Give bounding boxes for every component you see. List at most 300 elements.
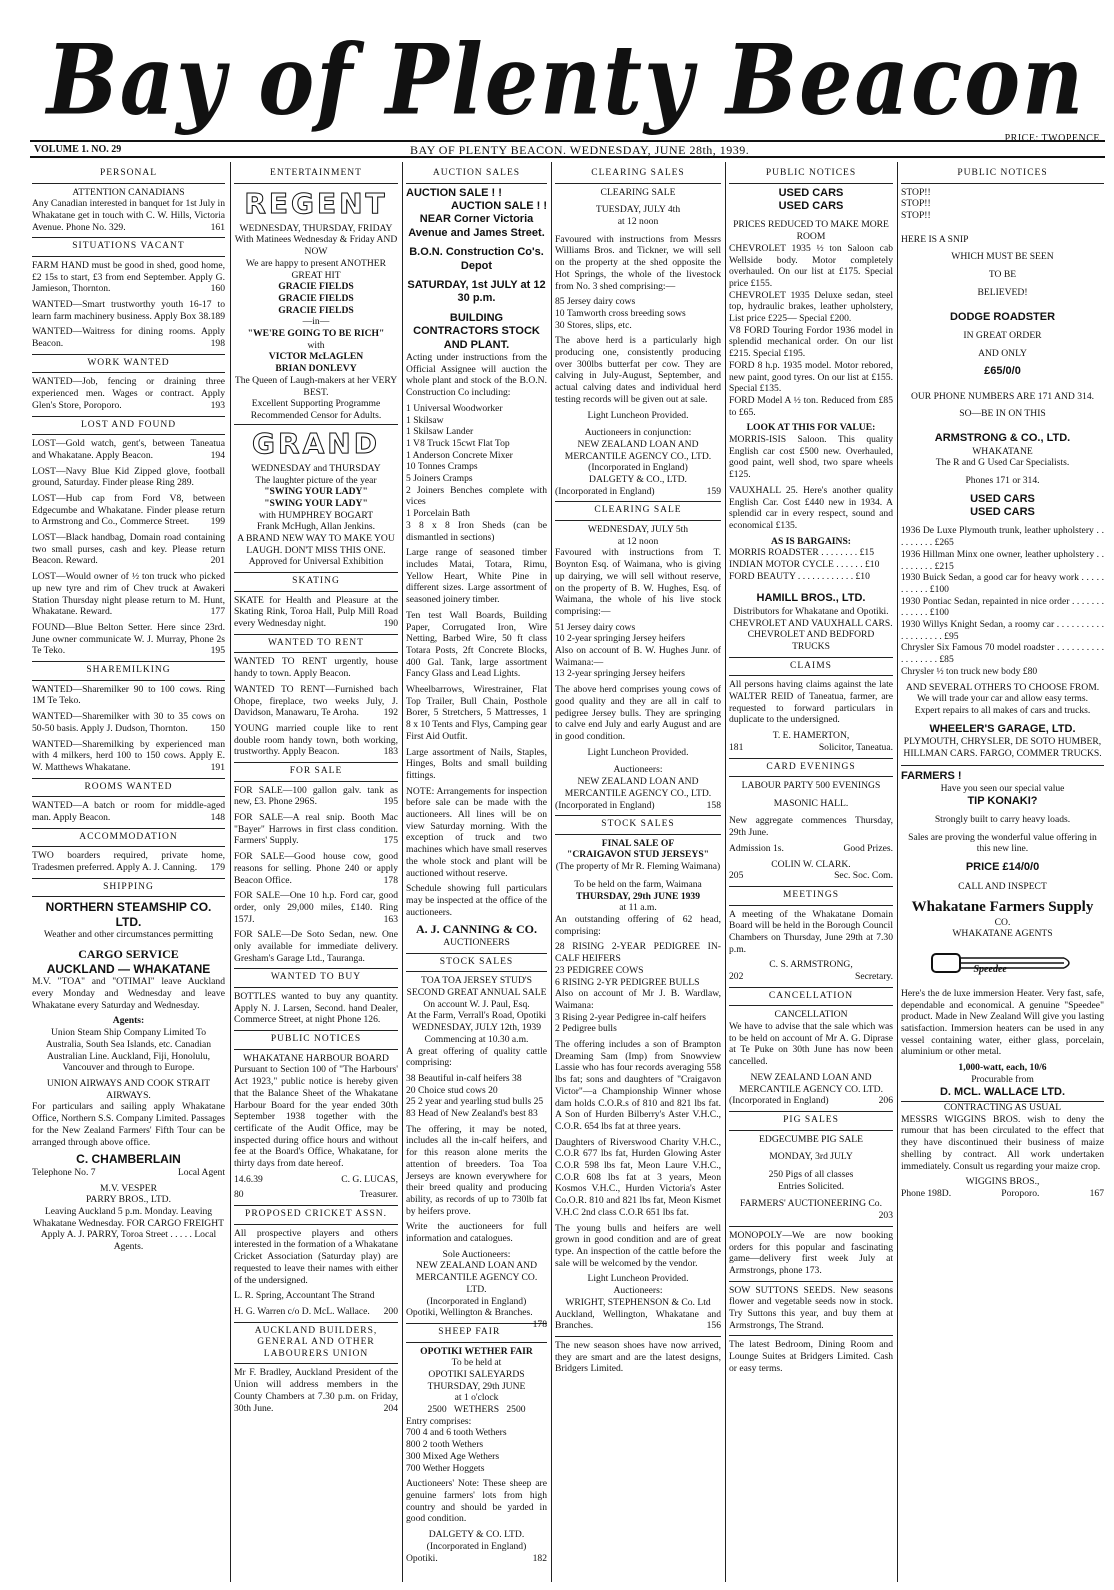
ad: For particulars and sailing apply Whakatane Office, Northern S.S. Company Limited. Passages for the New Zealand Farmers' Fifth Tour can be arranged through above office. [32, 1101, 225, 1148]
ad-number: 156 [706, 1320, 721, 1332]
heading: AUCTION SALE ! ! [406, 186, 502, 199]
heading: CONTRACTING AS USUAL [943, 1101, 1062, 1113]
text: We will trade your car and allow easy terms. [916, 693, 1089, 705]
text: BELIEVED! [977, 286, 1028, 298]
ad-text: 14.6.39 [234, 1173, 263, 1185]
text: T. E. HAMERTON, [772, 730, 850, 742]
ad-text: Opotiki, Wellington & Branches. [406, 1307, 533, 1319]
text: Entry comprises: [406, 1415, 472, 1427]
column-2 [234, 165, 398, 1580]
ad-number: 206 [878, 1095, 893, 1107]
ad: All prospective players and others interested in the formation of a Whakatane Cricket Association (Saturday play) are requested to leave their names with either of the undersigned. [234, 1227, 398, 1286]
heading: AUCTION SALE ! ! [451, 199, 547, 212]
heading: HAMILL BROS., LTD. [756, 592, 866, 605]
actor: GRACIE FIELDS [278, 304, 354, 316]
ad [32, 326, 225, 349]
text: WHAKATANE AGENTS [952, 928, 1053, 940]
ad-text: FOUND—Blue Belton Setter. Here since 23rd. June owner communicate W. J. Murray, Phone 2s Te Teko. [32, 622, 225, 657]
text: WHAKATANE [972, 445, 1033, 457]
ad-text: WANTED—Waitress for dining rooms. Apply Beacon. [32, 326, 225, 350]
heading: USED CARS [778, 186, 844, 199]
ad-text: WANTED—Smart trustworthy youth 16-17 to learn farm machinery business. Apply Box 38. [32, 299, 225, 322]
ad: MONOPOLY—We are now booking orders for this popular and fascinating game—delivery first week July at Armstrongs, phone 173. [729, 1226, 893, 1277]
ad-text: FARM HAND must be good in shed, good home, £2 15s to start, £3 from end September. Apply G. Jamieson, Thornton. [32, 259, 225, 295]
ad-number: 160 [210, 283, 225, 295]
ad: The above herd comprises young cows of good quality and they are all in calf to pedigree Jersey bulls. They are springing to calve end July and early August and are in good condition. [555, 684, 721, 742]
section-heading: ENTERTAINMENT [234, 165, 398, 184]
text: Auctioneers: [613, 1285, 663, 1297]
count: 2500 [427, 1404, 447, 1416]
ad-number: 201 [210, 555, 225, 567]
text: Light Luncheon Provided. [587, 1273, 689, 1285]
ad-number: 192 [383, 707, 398, 719]
ad [234, 723, 398, 758]
section-heading: WORK WANTED [32, 354, 225, 374]
ad: Favoured with instructions from T. Boynton Esq. of Waimana, who is giving up dairying, we will sell without reserve, on the property of B. W. Hughes, Esq. of Waimana, the whole of his live stock comprising:— [555, 547, 721, 617]
shipping-company: NORTHERN STEAMSHIP CO. LTD. [45, 900, 212, 929]
text: CHEVROLET AND VAUXHALL CARS. [729, 617, 893, 629]
text: Light Luncheon Provided. [587, 409, 689, 421]
ad-number: 194 [210, 449, 225, 461]
section-heading: STOCK SALES [406, 953, 547, 973]
ad-number: 198 [210, 338, 225, 350]
heading: SECOND GREAT ANNUAL SALE [406, 987, 547, 998]
ad-text: Opotiki. [406, 1552, 438, 1564]
heading: D. MCL. WALLACE LTD. [939, 1085, 1066, 1098]
ad: NOTE: Arrangements for inspection before sale can be made with the auctioneers. All lines will be on view Saturday morning. With the exception of truck and two machines which have small reserves the whole stock and plant will be auctioned without reserve. [406, 785, 547, 879]
masthead [28, 20, 1104, 140]
text: At the Farm, Verrall's Road, Opotiki [406, 1010, 547, 1022]
heater-icon [928, 946, 1078, 982]
heading: FINAL SALE OF [601, 837, 675, 849]
ad-text: TWO boarders required, private home, Tradesmen preferred. Apply A. J. Canning. [32, 850, 225, 873]
ad: Wheelbarrows, Wirestrainer, Flat Top Trailer, Bull Chain, Posthole Borer, 5 Stretchers, 5 Mattresses, 1 8 x 10 Tents and Flys, Camping gear First Aid Outfit. [406, 684, 547, 742]
ad-number: 148 [210, 811, 225, 823]
signature-row [901, 1188, 1104, 1200]
text: To be held on the farm, Waimana [574, 878, 702, 890]
ad: 51 Jersey dairy cows 10 2-year springing Jersey heifers Also on account of B. W. Hughes Junr. of Waimana:— 13 2-year springing Jersey heifers [555, 621, 721, 680]
text: DALGETY & CO., LTD. [589, 474, 687, 486]
section-heading: WANTED TO RENT [234, 634, 398, 654]
ad-number: 177 [210, 606, 225, 618]
ad-number: 161 [210, 221, 225, 233]
text: (Incorporated in England) [426, 1295, 527, 1307]
text: Auctioneers in conjunction: [584, 427, 692, 439]
ad [555, 486, 721, 498]
newspaper-title: Bay of Plenty Beacon [46, 22, 1086, 137]
regent-logo: REGENT [244, 186, 388, 220]
ad: Schedule showing full particulars may be inspected at the office of the auctioneers. [406, 883, 547, 918]
heading: UNION AIRWAYS AND COOK STRAIT AIRWAYS. [46, 1077, 211, 1101]
ad [234, 1367, 398, 1414]
ad-number: 191 [210, 761, 225, 773]
ad: WANTED TO RENT urgently, house handy to town. Apply Beacon. [234, 656, 398, 680]
text: STOP!! [901, 186, 931, 198]
text: Auctioneers: [613, 764, 663, 776]
text: The laughter picture of the year [255, 474, 377, 486]
ad-number: 193 [210, 399, 225, 411]
ad [234, 785, 398, 808]
text: CALL AND INSPECT [958, 880, 1047, 892]
ad-text: Telephone No. 7 [32, 1166, 96, 1178]
heading: AS IS BARGAINS: [771, 535, 851, 547]
ad: A great offering of quality cattle comprising: [406, 1045, 547, 1069]
price: PRICE: TWOPENCE [1004, 133, 1100, 144]
text: Strongly built to carry heavy loads. [934, 814, 1071, 826]
ad [32, 493, 225, 528]
ad [32, 260, 225, 295]
section-heading: ACCOMMODATION [32, 828, 225, 848]
column-5 [729, 165, 893, 1580]
ad-text: Local Agent [177, 1166, 225, 1178]
heading: CANCELLATION [774, 1009, 848, 1021]
heading: ARMSTRONG & CO., LTD. [934, 432, 1071, 445]
text: with HUMPHREY BOGART [258, 509, 374, 521]
ad: The latest Bedroom, Dining Room and Lounge Suites at Bridgers Limited. Cash or easy terms. [729, 1335, 893, 1374]
wethers-row [406, 1404, 547, 1416]
ad-text: SKATE for Health and Pleasure at the Skating Rink, Toroa Hall, Pulp Mill Road every Wednesday night. [234, 594, 398, 630]
ad-text: FOR SALE—One 10 h.p. Ford car, good order, only 29,000 miles, £140. Ring 157J. [234, 890, 398, 925]
text: COLIN W. CLARK. [771, 858, 851, 870]
ad: MORRIS-ISIS Saloon. This quality English car cost £500 new. Overhauled, good paint, well shod, two spare wheels £125. [729, 434, 893, 481]
ad: FOR SALE—De Soto Sedan, new. One only available for immediate delivery. Gresham's Garage Ltd., Tauranga. [234, 929, 398, 964]
grand-logo: GRAND [252, 426, 380, 460]
ad-text: Secretary. [855, 971, 893, 983]
text: C. S. ARMSTRONG, [769, 959, 853, 971]
heading: ATTENTION CANADIANS [72, 186, 185, 198]
section-heading: SHIPPING [32, 878, 225, 898]
text: THURSDAY, 29th JUNE 1939 [575, 890, 701, 902]
ad: Leaving Auckland 5 p.m. Monday. Leaving Whakatane Wednesday. FOR CARGO FREIGHT Apply A. J. PARRY, Toroa Street . . . . . Local Agents. [32, 1205, 225, 1253]
ad [32, 622, 225, 657]
section-heading: PROPOSED CRICKET ASSN. [234, 1205, 398, 1225]
ad-text: YOUNG married couple like to rent double room handy town, both working, trustworthy. Apply Beacon. [234, 722, 398, 758]
text: AND SEVERAL OTHERS TO CHOOSE FROM. [905, 681, 1100, 693]
text: WRIGHT, STEPHENSON & Co. Ltd [565, 1296, 711, 1308]
ad: Here's the de luxe immersion Heater. Very fast, safe, dependable and economical. A genuine "Speedee" product. Made in New Zealand Will give you lasting satisfaction. Immersion heaters can be used in any vessel containing water, either glass, porcelain, aluminium or other metal. [901, 987, 1104, 1058]
text: Distributors for Whakatane and Opotiki. [733, 605, 889, 617]
column-6 [901, 165, 1104, 1580]
ad [729, 1210, 893, 1222]
text: To be held at [451, 1357, 502, 1369]
dateline-text: BAY OF PLENTY BEACON. WEDNESDAY, JUNE 28th, 1939. [410, 143, 750, 157]
text: at 12 noon [617, 215, 659, 227]
text: Commencing at 10.30 a.m. [424, 1033, 529, 1045]
heading: CARGO SERVICE [78, 947, 179, 962]
text: NEW ZEALAND LOAN AND MERCANTILE AGENCY CO., LTD. [564, 438, 712, 462]
heading: AUCKLAND — WHAKATANE [46, 961, 211, 976]
ad [32, 850, 225, 873]
ad: New aggregate commences Thursday, 29th June. [729, 815, 893, 839]
ad [32, 1167, 225, 1179]
ad-text: WANTED TO RENT—Furnished bach Ohope, fireplace, two weeks July, J. Davidson, Manawaru, Te Aroha. [234, 683, 398, 719]
ad [32, 438, 225, 461]
text: Phones 171 or 314. [965, 474, 1040, 486]
heading: C. CHAMBERLAIN [76, 1152, 181, 1167]
ad: Pursuant to Section 100 of "The Harbours' Act 1923," public notice is hereby given that the Balance Sheet of the Whakatane Harbour Board for the year ended 30th September 1938 together with the certificate of the Audit Office, may be inspected during office hours and without fee at the Board's Office, Whakatane, for thirty days from date hereof. [234, 1064, 398, 1170]
text: with [307, 339, 325, 351]
ad [32, 299, 225, 322]
ad: MESSRS WIGGINS BROS. wish to deny the rumour that has been circulated to the effect that they have discontinued their business of maize shelling by contract. All work undertaken immediately. Consult us regarding your maize crop. [901, 1113, 1104, 1172]
ad: Acting under instructions from the Official Assignee will auction the whole plant and stock of the B.O.N. Construction Co including: [406, 352, 547, 399]
text: Weather and other circumstances permitting [43, 929, 214, 941]
ad-text: Auckland, Wellington, Whakatane and Branches. [555, 1308, 721, 1332]
ad [729, 843, 893, 855]
text: (The property of Mr R. Fleming Waimana) [555, 861, 721, 873]
ad: All persons having claims against the late WALTER REID of Taneatua, farmer, are requested to forward particulars in duplicate to the undersigned. [729, 679, 893, 726]
text: at 12 noon [617, 535, 659, 547]
ad: MORRIS ROADSTER . . . . . . . . £15 INDIAN MOTOR CYCLE . . . . . . £10 FORD BEAUTY . . . . . . . . . . . . £10 [729, 547, 880, 582]
section-heading: SHEEP FAIR [406, 1323, 547, 1343]
text: NEW ZEALAND LOAN AND MERCANTILE AGENCY CO. LTD. [739, 1071, 883, 1095]
section-heading: CLEARING SALE [555, 501, 721, 521]
ad-text: FOR SALE—100 gallon galv. tank as new, £3. Phone 296S. [234, 784, 398, 808]
text: STOP!! [901, 209, 931, 221]
heading: SATURDAY, 1st JULY at 12 30 p.m. [407, 279, 546, 305]
column-rule [551, 162, 552, 1582]
ad [32, 739, 225, 774]
text: WEDNESDAY and THURSDAY [251, 462, 381, 474]
ad [234, 851, 398, 886]
section-heading: MEETINGS [729, 886, 893, 906]
text: PARRY BROS., LTD. [85, 1194, 172, 1206]
text: —in— [302, 316, 330, 328]
section-heading: STOCK SALES [555, 815, 721, 835]
section-heading: CARD EVENINGS [729, 758, 893, 778]
ad: Favoured with instructions from Messrs Williams Bros. and Tickner, we will sell on the property at the shed opposite the Hot Springs, the whole of the livestock from No. 3 shed comprising:— [555, 233, 721, 292]
ad: The above herd is a particularly high producing one, consistently producing over 300lbs butterfat per cow. They are calving in July-August, September, and actual calving dates and individual herd testing records will be given out at sale. [555, 335, 721, 405]
ad: SOW SUTTONS SEEDS. New seasons flower and vegetable seeds now in stock. Try Suttons this year, and buy them at Armstrongs, The Strand. [729, 1281, 893, 1332]
heading: BUILDING CONTRACTORS STOCK AND PLANT. [413, 311, 540, 351]
ad-text: (Incorporated in England) [555, 485, 655, 497]
ad [234, 595, 398, 630]
text: IN GREAT ORDER [963, 329, 1042, 341]
section-heading: PIG SALES [729, 1111, 893, 1131]
ad [234, 1306, 398, 1318]
ad-number: 195 [383, 796, 398, 808]
ad [406, 1553, 547, 1565]
text: FARMERS' AUCTIONEERING Co. [739, 1198, 882, 1210]
text: WEDNESDAY, THURSDAY, FRIDAY [239, 222, 393, 234]
volume-number: VOLUME 1. NO. 29 [34, 144, 122, 155]
text: at 1 o'clock [454, 1392, 499, 1404]
ad: Auctioneers' Note: These sheep are genuine farmers' lots from high country and should be yarded in good condition. [406, 1478, 547, 1525]
ad [32, 198, 225, 233]
section-heading: SITUATIONS VACANT [32, 237, 225, 257]
ad [234, 1189, 398, 1201]
ad: Large assortment of Nails, Staples, Hinges, Bolts and small building fittings. [406, 746, 547, 781]
heading: Agents: [112, 1015, 145, 1027]
ad-text: Admission 1s. [729, 842, 784, 854]
text: THURSDAY, 29th JUNE [427, 1380, 526, 1392]
ad [555, 1309, 721, 1332]
text: at 11 a.m. [619, 902, 657, 914]
text: Sole Auctioneers: [442, 1248, 511, 1260]
text: Sales are proving the wonderful value offering in this new line. [908, 831, 1097, 855]
ad: 28 RISING 2-YEAR PEDIGREE IN-CALF HEIFERS 23 PEDIGREE COWS 6 RISING 2-YR PEDIGREE BULLS Also on account of Mr J. B. Wardlaw, Waimana: 3 Rising 2-year Pedigree in-calf heifers 2 Pedigree bulls [555, 941, 721, 1035]
ad: L. R. Spring, Accountant The Strand [234, 1290, 375, 1302]
ad-number: 178 [532, 1318, 547, 1330]
text: The Queen of Laugh-makers at her VERY BEST. [234, 374, 398, 398]
heading: "CRAIGAVON STUD JERSEYS" [567, 849, 709, 861]
section-heading: FOR SALE [234, 762, 398, 782]
ad-text: H. G. Warren c/o D. McL. Wallace. [234, 1305, 370, 1317]
text: Approved for Universal Exhibition [248, 556, 384, 568]
heading: DODGE ROADSTER [949, 310, 1056, 323]
ad-number: 183 [383, 746, 398, 758]
ad [234, 684, 398, 719]
heading: FARMERS ! [901, 769, 962, 782]
section-heading: AUCTION SALES [406, 165, 547, 184]
ad-number: 158 [706, 799, 721, 811]
brand-label: Speedee [973, 963, 1007, 975]
ad [729, 971, 893, 983]
ad-number: 179 [210, 861, 225, 873]
column-1 [32, 165, 225, 1580]
column-3 [406, 165, 547, 1580]
ad: 1 Universal Woodworker 1 Skilsaw 1 Skilsaw Lander 1 V8 Truck 15cwt Flat Top 1 Anderson Concrete Mixer 10 Tonnes Cramps 5 Joiners Cramps 2 Joiners Benches complete with vices 1 Porcelain Bath 3 8 x 8 Iron Sheds (can be dismantled in sections) [406, 402, 547, 543]
text: OPOTIKI SALEYARDS [428, 1368, 525, 1380]
ad: WANTED—Sharemilker 90 to 100 cows. Ring 1M Te Teko. [32, 683, 225, 707]
text: A BRAND NEW WAY TO MAKE YOU LAUGH. DON'T MISS THIS ONE. [237, 533, 395, 556]
ad: The offering, it may be noted, includes all the in-calf heifers, and for this reason alone merits the attention of breeders. Toa Toa Jerseys are known everywhere for their breed quality and producing ability, as records of up to 730lb fat by heifers prove. [406, 1123, 547, 1217]
ad-number: 203 [878, 1210, 893, 1222]
ad-text: WANTED—Job, fencing or draining three experienced men. Wages or contract. Apply Glen's Store, Poroporo. [32, 376, 225, 411]
text: TUESDAY, JULY 4th [595, 204, 681, 216]
ad-text: FOR SALE—Good house cow, good reasons for selling. Phone 240 or apply Beacon Office. [234, 851, 398, 886]
ad-text: Good Prizes. [843, 842, 893, 854]
ad-number: 159 [706, 485, 721, 497]
heading: M.V. VESPER [100, 1182, 157, 1194]
text: NEW ZEALAND LOAN AND MERCANTILE AGENCY CO. LTD. [415, 1260, 538, 1295]
label: WETHERS [453, 1404, 500, 1416]
actor: BRIAN DONLEVY [275, 363, 357, 375]
ad: Daughters of Riverswood Charity V.H.C., C.O.R 677 lbs fat, Hurden Glowing Aster C.O.R 598 lbs fat, Meon Laure V.H.C., C.O.R 608 lbs fat at 3 years, Meon Kosmos V.H.C., Hurden Victoria's Aster Co.O.R. 810 and 821 lbs fat, Meon Kismet V.H.C 2nd class C.O.R 651 lbs fat. [555, 1136, 721, 1218]
ad [234, 890, 398, 925]
text: DALGETY & CO. LTD. [428, 1529, 525, 1541]
ad [729, 742, 893, 754]
text: MONDAY, 3rd JULY [769, 1151, 853, 1163]
text: TO BE [988, 269, 1017, 281]
section-heading: SKATING [234, 572, 398, 592]
ad: Large range of seasoned timber includes Matai, Totara, Rimu, Yellow Heart, White Pine in different sizes. Large assortment of seasoned joinery timber. [406, 547, 547, 606]
ad-number: 150 [210, 722, 225, 734]
ad [32, 800, 225, 823]
ad: Union Steam Ship Company Limited To Australia, South Sea Islands, etc. Canadian Australian Line. Auckland, Fiji, Honolulu, Vancouver and through to Europe. [45, 1027, 212, 1074]
ad-text: LOST—Black handbag, Domain road containing two small purses, cash and key. Please return Beacon. Reward. [32, 532, 225, 567]
heading: OPOTIKI WETHER FAIR [420, 1345, 533, 1357]
heading: LOOK AT THIS FOR VALUE: [746, 422, 876, 434]
ad-text: (Incorporated in England) [555, 799, 655, 811]
ad: A meeting of the Whakatane Domain Board will be held in the Borough Council Chambers on Thursday, June 29th at 7.30 p.m. [729, 908, 893, 955]
text: Light Luncheon Provided. [587, 746, 689, 758]
count: 2500 [506, 1404, 526, 1416]
actor: GRACIE FIELDS [278, 281, 354, 293]
section-heading: AUCKLAND BUILDERS, GENERAL AND OTHER LABOURERS UNION [234, 1322, 398, 1365]
text: PRICES REDUCED TO MAKE MORE ROOM [733, 219, 889, 243]
ad: CHEVROLET 1935 ½ ton Saloon cab Wellside body. Motor completely overhauled. On our list at £175. Special price £155. CHEVROLET 1935 Deluxe sedan, steel top, hydraulic brakes, leather upholstery, List price £225— Special £200. V8 FORD Touring Fordor 1936 model in splendid mechanical order. On our list £215. Special £195. FORD 8 h.p. 1935 model. Motor rebored, new paint, good tyres. On our list at £155. Special £135. FORD Model A ½ ton. Reduced from £85 to £65. [729, 242, 893, 418]
column-rule [230, 162, 231, 1582]
ad-text: Mr F. Bradley, Auckland President of the Union will address members in the County Chambers at 7.30 p.m. on Friday, 30th June. [234, 1367, 398, 1414]
heading: TIP KONAKI? [967, 794, 1038, 807]
ad-number: 190 [383, 618, 398, 630]
heading: HERE IS A SNIP [901, 233, 969, 245]
actor: VICTOR McLAGLEN [268, 351, 364, 363]
film-title: "WE'RE GOING TO BE RICH" [247, 328, 385, 340]
ad: 700 4 and 6 tooth Wethers 800 2 tooth Wethers 300 Mixed Age Wethers 700 Wether Hoggets [406, 1427, 507, 1474]
section-heading: CLEARING SALES [555, 165, 721, 184]
ad: The young bulls and heifers are well grown in good condition and are of great type. An inspection of the cattle before the sale will be welcomed by the vendor. [555, 1222, 721, 1269]
section-heading: PERSONAL [32, 165, 225, 184]
text: WHICH MUST BE SEEN [951, 251, 1054, 263]
ad: We have to advise that the sale which was to be held on account of Mr A. G. Diprase at Te Puke on 30th June has now been cancelled. [729, 1021, 893, 1068]
ad-text: FOR SALE—A real snip. Booth Mac "Bayer" Harrows in first class condition. Farmers' Supply. [234, 812, 398, 847]
text: CO. [994, 916, 1011, 928]
text: STOP!! [901, 198, 931, 210]
ad: Write the auctioneers for full information and catalogues. [406, 1221, 547, 1245]
heading: WHAKATANE HARBOUR BOARD [243, 1052, 389, 1064]
text: 250 Pigs of all classes [768, 1168, 854, 1180]
ad [234, 1174, 398, 1186]
heading: B.O.N. Construction Co's. Depot [409, 246, 544, 272]
ad: Ten test Wall Boards, Building Paper, Corrugated Iron, Wire Netting, Barbed Wire, 50 ft class Totara Posts, 2ft Concrete Blocks, 400 Gal. Tank, large assortment Fancy Glass and Lead Lights. [406, 609, 547, 680]
ad-text: Treasurer. [359, 1189, 398, 1201]
section-heading: PUBLIC NOTICES [234, 1030, 398, 1050]
ad [32, 711, 225, 734]
heading: TOA TOA JERSEY STUD'S [421, 975, 532, 987]
ad-text: (Incorporated in England) [729, 1095, 829, 1107]
section-heading: WANTED TO BUY [234, 968, 398, 988]
price: PRICE £14/0/0 [965, 861, 1040, 874]
heading: A. J. CANNING & CO. [416, 922, 537, 937]
actor: GRACIE FIELDS [278, 292, 354, 304]
heading: NEAR Corner Victoria Avenue and James Street. [408, 213, 545, 239]
text: WIGGINS BROS., [965, 1176, 1040, 1188]
text: WEDNESDAY, JULY 5th [587, 524, 689, 536]
ad-text: LOST—Hub cap from Ford V8, between Edgecumbe and Whakatane. Finder please return to Armstrong and Co., Commerce Street. [32, 492, 225, 528]
heading: USED CARS [970, 492, 1035, 505]
text: On account W. J. Paul, Esq. [423, 998, 530, 1010]
ad-text: WANTED—A batch or room for middle-aged man. Apply Beacon. [32, 800, 225, 823]
ad: M.V. "TOA" and "OTIMAI" leave Auckland every Monday and Wednesday and leave Whakatane every Saturday and Wednesday. [32, 976, 225, 1011]
heading: USED CARS [778, 199, 844, 212]
section-heading: ROOMS WANTED [32, 778, 225, 798]
ad: VAUXHALL 25. Here's another quality English Car. Cost £440 new in 1934. A splendid car in every respect, sound and economical £135. [729, 484, 893, 531]
text: We are happy to present ANOTHER GREAT HIT [245, 257, 387, 281]
text: (Incorporated in England) [588, 462, 688, 474]
ad [32, 376, 225, 411]
text: PLYMOUTH, CHRYSLER, DE SOTO HUMBER, HILLMAN CARS. FARGO, COMMER TRUCKS. [903, 736, 1102, 759]
text: Recommended Censor for Adults. [234, 410, 398, 425]
ad [234, 812, 398, 847]
heading: CLEARING SALE [600, 186, 676, 198]
ad-text: WANTED—Sharemilking by experienced man with 4 milkers, herd 100 to 150 cows. Apply E. W. Matthews Whakatane. [32, 738, 225, 773]
ad-number: 205 [729, 870, 744, 882]
film-title: "SWING YOUR LADY" [264, 497, 368, 509]
ad-number: 202 [729, 971, 744, 983]
text: NEW ZEALAND LOAN AND MERCANTILE AGENCY CO., LTD. [564, 776, 712, 799]
price: £65/0/0 [984, 365, 1021, 378]
ad-number: 199 [210, 516, 225, 528]
section-heading: CLAIMS [729, 657, 893, 677]
text: The R and G Used Car Specialists. [935, 457, 1070, 469]
ad: The new season shoes have now arrived, they are smart and are the latest designs, Bridgers Limited. [555, 1336, 721, 1375]
ad: 1936 De Luxe Plymouth trunk, leather upholstery . . . . . . . . . £265 1936 Hillman Minx one owner, leather upholstery . . . . . . . . . £215 1930 Buick Sedan, a good car for heavy work . . . . . . . . . . . £100 1930 Pontiac Sedan, repainted in nice order . . . . . . . . . . . . . £100 1930 Willys Knight Sedan, a roomy car . . . . . . . . . . . . . . . . . . . £95 Chrysler Six Famous 70 model roadster . . . . . . . . . . . . . . . . . . £85 Chrysler ½ ton truck new body £80 [901, 525, 1104, 677]
ad-number: 167 [1089, 1187, 1104, 1199]
ad-number: 182 [532, 1552, 547, 1564]
ad-number: 163 [383, 913, 398, 925]
text: WEDNESDAY, JULY 12th, 1939 [411, 1022, 541, 1034]
